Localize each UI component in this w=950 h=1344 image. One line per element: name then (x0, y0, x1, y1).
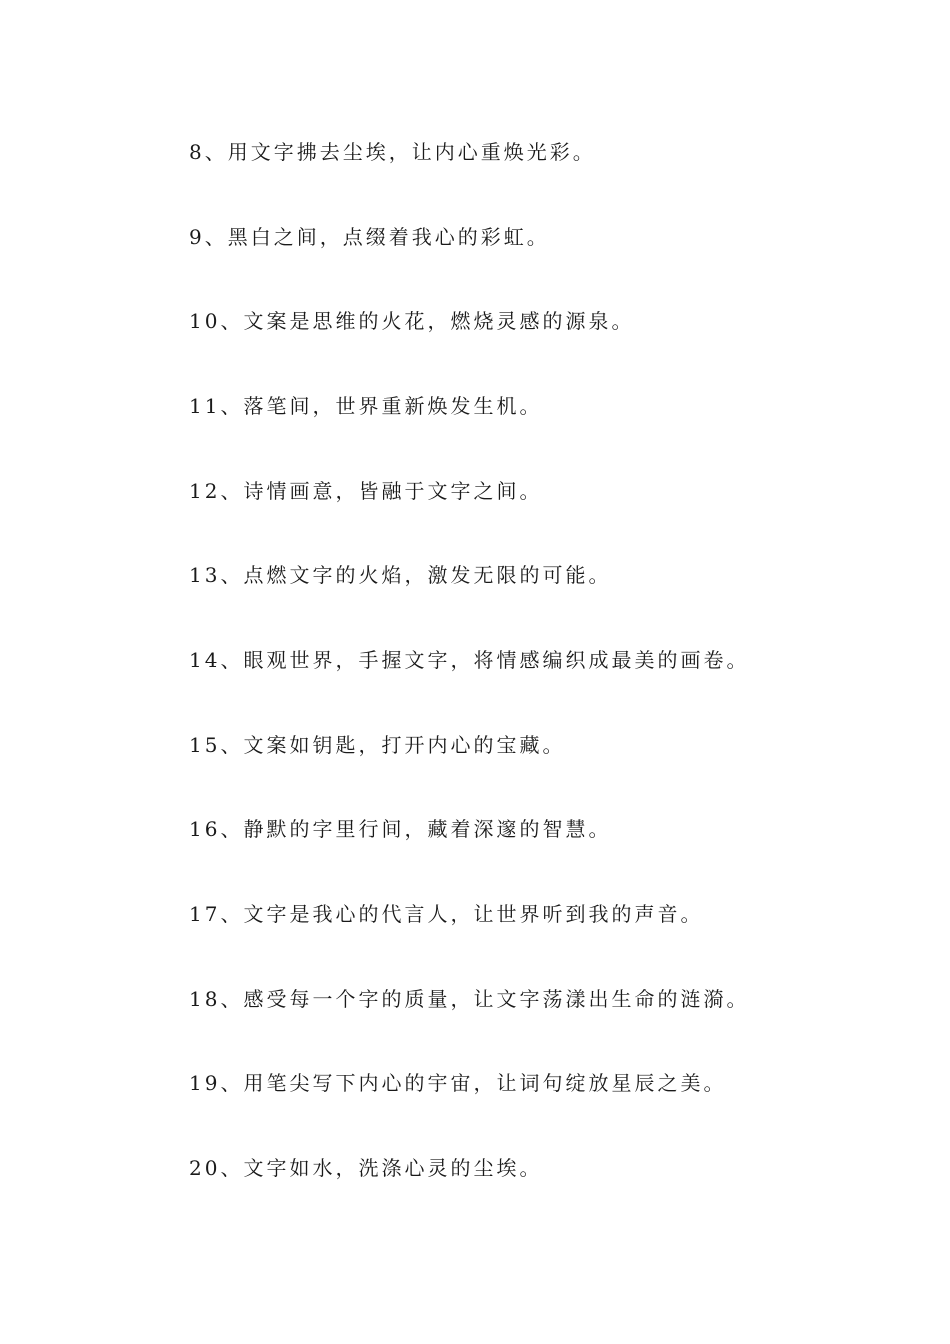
list-item: 16、静默的字里行间，藏着深邃的智慧。 (189, 817, 612, 841)
list-item: 12、诗情画意，皆融于文字之间。 (189, 479, 543, 503)
list-item: 17、文字是我心的代言人，让世界听到我的声音。 (189, 902, 704, 926)
list-item: 14、眼观世界，手握文字，将情感编织成最美的画卷。 (189, 648, 750, 672)
list-item: 10、文案是思维的火花，燃烧灵感的源泉。 (189, 309, 635, 333)
list-item: 8、用文字拂去尘埃，让内心重焕光彩。 (189, 140, 596, 164)
list-item: 13、点燃文字的火焰，激发无限的可能。 (189, 563, 612, 587)
list-item: 19、用笔尖写下内心的宇宙，让词句绽放星辰之美。 (189, 1071, 727, 1095)
list-item: 18、感受每一个字的质量，让文字荡漾出生命的涟漪。 (189, 987, 750, 1011)
list-item: 20、文字如水，洗涤心灵的尘埃。 (189, 1156, 543, 1180)
list-item: 15、文案如钥匙，打开内心的宝藏。 (189, 733, 566, 757)
list-item: 11、落笔间，世界重新焕发生机。 (189, 394, 543, 418)
list-item: 9、黑白之间，点缀着我心的彩虹。 (189, 225, 550, 249)
